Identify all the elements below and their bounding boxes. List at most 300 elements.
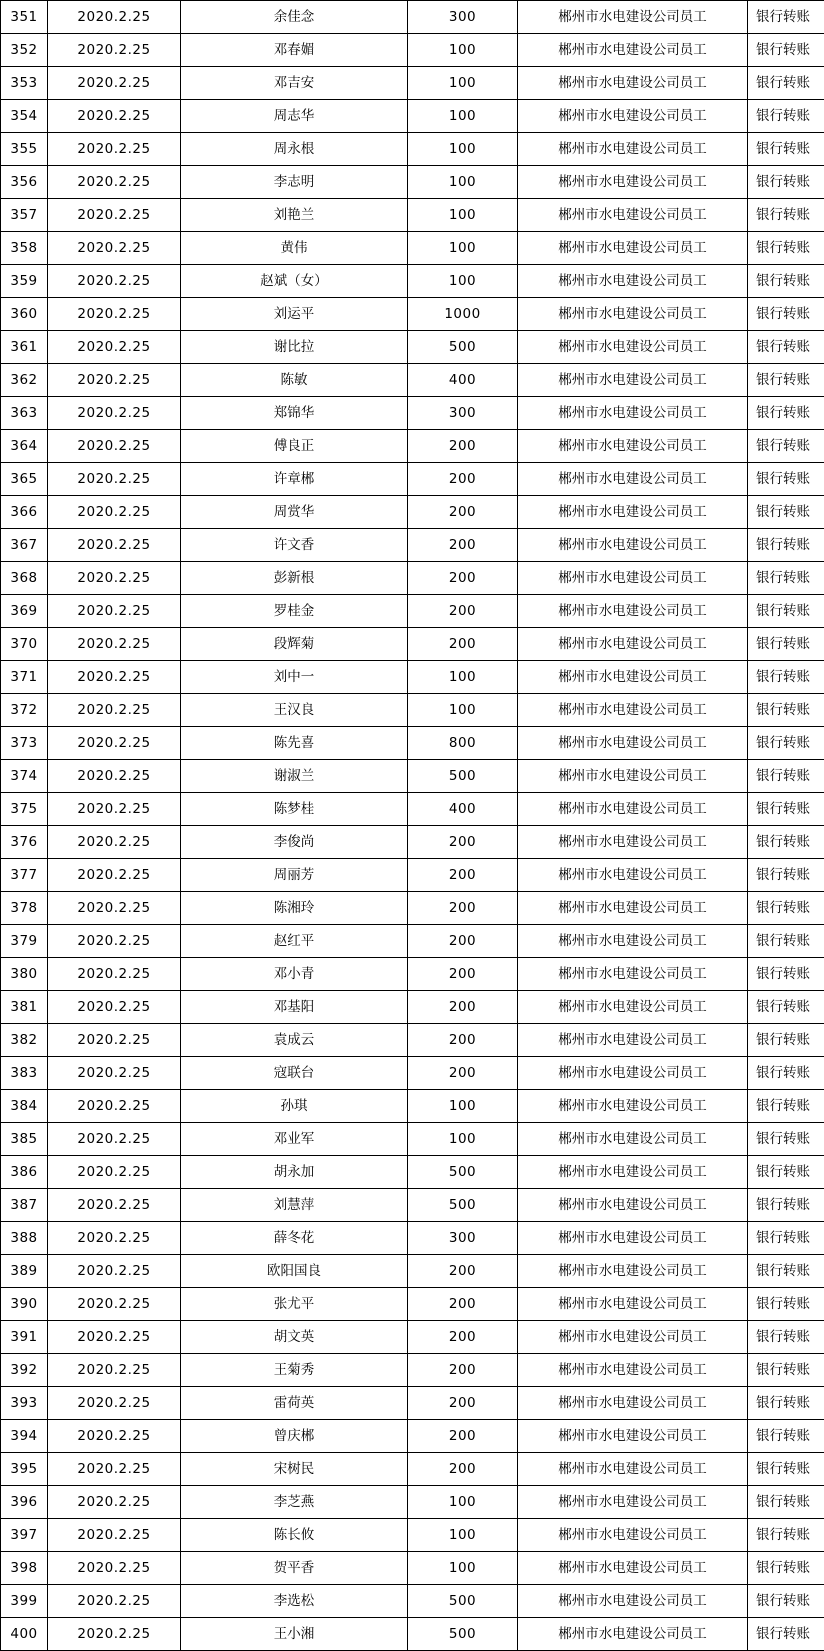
payment-method-cell: 银行转账	[748, 397, 824, 430]
table-row	[1, 1090, 824, 1123]
date-cell: 2020.2.25	[48, 1453, 181, 1486]
donor-name-cell: 李选松	[181, 1585, 408, 1618]
table-body	[1, 1, 824, 1651]
date-cell: 2020.2.25	[48, 430, 181, 463]
amount-cell: 200	[408, 1255, 518, 1288]
unit-cell: 郴州市水电建设公司员工	[518, 1321, 748, 1354]
donor-name-cell: 王菊秀	[181, 1354, 408, 1387]
amount-cell: 200	[408, 529, 518, 562]
table-row	[1, 364, 824, 397]
payment-method-cell: 银行转账	[748, 1354, 824, 1387]
date-cell: 2020.2.25	[48, 1321, 181, 1354]
table-row	[1, 463, 824, 496]
amount-cell: 200	[408, 562, 518, 595]
unit-cell: 郴州市水电建设公司员工	[518, 826, 748, 859]
payment-method-cell: 银行转账	[748, 1123, 824, 1156]
donor-name-cell: 王小湘	[181, 1618, 408, 1651]
row-number-cell: 385	[1, 1123, 48, 1156]
donor-name-cell: 李志明	[181, 166, 408, 199]
unit-cell: 郴州市水电建设公司员工	[518, 760, 748, 793]
row-number-cell: 391	[1, 1321, 48, 1354]
payment-method-cell: 银行转账	[748, 793, 824, 826]
date-cell: 2020.2.25	[48, 661, 181, 694]
table-row	[1, 859, 824, 892]
date-cell: 2020.2.25	[48, 1618, 181, 1651]
date-cell: 2020.2.25	[48, 463, 181, 496]
table-row	[1, 1222, 824, 1255]
amount-cell: 200	[408, 892, 518, 925]
row-number-cell: 380	[1, 958, 48, 991]
row-number-cell: 359	[1, 265, 48, 298]
unit-cell: 郴州市水电建设公司员工	[518, 925, 748, 958]
row-number-cell: 360	[1, 298, 48, 331]
table-row	[1, 628, 824, 661]
donor-name-cell: 胡文英	[181, 1321, 408, 1354]
row-number-cell: 393	[1, 1387, 48, 1420]
donor-name-cell: 寇联台	[181, 1057, 408, 1090]
amount-cell: 200	[408, 991, 518, 1024]
amount-cell: 200	[408, 1057, 518, 1090]
unit-cell: 郴州市水电建设公司员工	[518, 727, 748, 760]
row-number-cell: 354	[1, 100, 48, 133]
donor-name-cell: 邓吉安	[181, 67, 408, 100]
row-number-cell: 394	[1, 1420, 48, 1453]
date-cell: 2020.2.25	[48, 1519, 181, 1552]
unit-cell: 郴州市水电建设公司员工	[518, 1519, 748, 1552]
unit-cell: 郴州市水电建设公司员工	[518, 1420, 748, 1453]
donor-name-cell: 陈先喜	[181, 727, 408, 760]
date-cell: 2020.2.25	[48, 1156, 181, 1189]
date-cell: 2020.2.25	[48, 34, 181, 67]
payment-method-cell: 银行转账	[748, 298, 824, 331]
row-number-cell: 366	[1, 496, 48, 529]
amount-cell: 200	[408, 958, 518, 991]
row-number-cell: 395	[1, 1453, 48, 1486]
amount-cell: 200	[408, 1024, 518, 1057]
table-row	[1, 34, 824, 67]
donor-name-cell: 雷荷英	[181, 1387, 408, 1420]
table-row	[1, 727, 824, 760]
payment-method-cell: 银行转账	[748, 628, 824, 661]
payment-method-cell: 银行转账	[748, 232, 824, 265]
unit-cell: 郴州市水电建设公司员工	[518, 694, 748, 727]
unit-cell: 郴州市水电建设公司员工	[518, 661, 748, 694]
unit-cell: 郴州市水电建设公司员工	[518, 1222, 748, 1255]
date-cell: 2020.2.25	[48, 1585, 181, 1618]
payment-method-cell: 银行转账	[748, 595, 824, 628]
amount-cell: 500	[408, 1585, 518, 1618]
date-cell: 2020.2.25	[48, 1123, 181, 1156]
amount-cell: 100	[408, 199, 518, 232]
amount-cell: 300	[408, 1222, 518, 1255]
payment-method-cell: 银行转账	[748, 430, 824, 463]
unit-cell: 郴州市水电建设公司员工	[518, 529, 748, 562]
date-cell: 2020.2.25	[48, 397, 181, 430]
amount-cell: 200	[408, 1354, 518, 1387]
amount-cell: 200	[408, 1387, 518, 1420]
unit-cell: 郴州市水电建设公司员工	[518, 793, 748, 826]
date-cell: 2020.2.25	[48, 298, 181, 331]
amount-cell: 500	[408, 1618, 518, 1651]
date-cell: 2020.2.25	[48, 694, 181, 727]
donor-name-cell: 傅良正	[181, 430, 408, 463]
payment-method-cell: 银行转账	[748, 331, 824, 364]
donor-name-cell: 谢比拉	[181, 331, 408, 364]
row-number-cell: 381	[1, 991, 48, 1024]
unit-cell: 郴州市水电建设公司员工	[518, 628, 748, 661]
donor-name-cell: 赵斌（女）	[181, 265, 408, 298]
payment-method-cell: 银行转账	[748, 1321, 824, 1354]
donor-name-cell: 许文香	[181, 529, 408, 562]
row-number-cell: 399	[1, 1585, 48, 1618]
payment-method-cell: 银行转账	[748, 364, 824, 397]
table-row	[1, 661, 824, 694]
row-number-cell: 371	[1, 661, 48, 694]
donor-name-cell: 刘运平	[181, 298, 408, 331]
row-number-cell: 384	[1, 1090, 48, 1123]
payment-method-cell: 银行转账	[748, 1057, 824, 1090]
payment-method-cell: 银行转账	[748, 1255, 824, 1288]
amount-cell: 500	[408, 1189, 518, 1222]
donor-name-cell: 谢淑兰	[181, 760, 408, 793]
amount-cell: 200	[408, 1420, 518, 1453]
row-number-cell: 396	[1, 1486, 48, 1519]
payment-method-cell: 银行转账	[748, 199, 824, 232]
unit-cell: 郴州市水电建设公司员工	[518, 1387, 748, 1420]
payment-method-cell: 银行转账	[748, 760, 824, 793]
amount-cell: 100	[408, 67, 518, 100]
donor-name-cell: 周赏华	[181, 496, 408, 529]
table-row	[1, 595, 824, 628]
row-number-cell: 389	[1, 1255, 48, 1288]
amount-cell: 100	[408, 166, 518, 199]
table-row	[1, 562, 824, 595]
donor-name-cell: 罗桂金	[181, 595, 408, 628]
unit-cell: 郴州市水电建设公司员工	[518, 1288, 748, 1321]
amount-cell: 100	[408, 265, 518, 298]
row-number-cell: 353	[1, 67, 48, 100]
donor-name-cell: 郑锦华	[181, 397, 408, 430]
payment-method-cell: 银行转账	[748, 562, 824, 595]
donor-name-cell: 薛冬花	[181, 1222, 408, 1255]
date-cell: 2020.2.25	[48, 1486, 181, 1519]
payment-method-cell: 银行转账	[748, 1090, 824, 1123]
date-cell: 2020.2.25	[48, 826, 181, 859]
amount-cell: 300	[408, 397, 518, 430]
date-cell: 2020.2.25	[48, 166, 181, 199]
row-number-cell: 362	[1, 364, 48, 397]
row-number-cell: 355	[1, 133, 48, 166]
row-number-cell: 367	[1, 529, 48, 562]
unit-cell: 郴州市水电建设公司员工	[518, 595, 748, 628]
payment-method-cell: 银行转账	[748, 1387, 824, 1420]
table-row	[1, 397, 824, 430]
table-row	[1, 958, 824, 991]
date-cell: 2020.2.25	[48, 1057, 181, 1090]
table-row	[1, 760, 824, 793]
date-cell: 2020.2.25	[48, 265, 181, 298]
table-row	[1, 1189, 824, 1222]
unit-cell: 郴州市水电建设公司员工	[518, 892, 748, 925]
donor-name-cell: 刘中一	[181, 661, 408, 694]
donor-name-cell: 许章郴	[181, 463, 408, 496]
amount-cell: 100	[408, 661, 518, 694]
table-row	[1, 1123, 824, 1156]
donor-name-cell: 袁成云	[181, 1024, 408, 1057]
payment-method-cell: 银行转账	[748, 1, 824, 34]
unit-cell: 郴州市水电建设公司员工	[518, 100, 748, 133]
unit-cell: 郴州市水电建设公司员工	[518, 1024, 748, 1057]
table-row	[1, 430, 824, 463]
row-number-cell: 357	[1, 199, 48, 232]
payment-method-cell: 银行转账	[748, 463, 824, 496]
date-cell: 2020.2.25	[48, 1, 181, 34]
table-row	[1, 232, 824, 265]
table-row	[1, 1354, 824, 1387]
payment-method-cell: 银行转账	[748, 1222, 824, 1255]
payment-method-cell: 银行转账	[748, 826, 824, 859]
donor-name-cell: 陈梦桂	[181, 793, 408, 826]
payment-method-cell: 银行转账	[748, 991, 824, 1024]
donor-name-cell: 陈长攸	[181, 1519, 408, 1552]
amount-cell: 100	[408, 133, 518, 166]
row-number-cell: 369	[1, 595, 48, 628]
date-cell: 2020.2.25	[48, 1024, 181, 1057]
table-row	[1, 694, 824, 727]
unit-cell: 郴州市水电建设公司员工	[518, 34, 748, 67]
date-cell: 2020.2.25	[48, 925, 181, 958]
row-number-cell: 375	[1, 793, 48, 826]
donor-name-cell: 周永根	[181, 133, 408, 166]
amount-cell: 200	[408, 430, 518, 463]
payment-method-cell: 银行转账	[748, 529, 824, 562]
amount-cell: 100	[408, 34, 518, 67]
unit-cell: 郴州市水电建设公司员工	[518, 1, 748, 34]
unit-cell: 郴州市水电建设公司员工	[518, 1156, 748, 1189]
donor-name-cell: 曾庆郴	[181, 1420, 408, 1453]
unit-cell: 郴州市水电建设公司员工	[518, 430, 748, 463]
table-row	[1, 265, 824, 298]
payment-method-cell: 银行转账	[748, 727, 824, 760]
date-cell: 2020.2.25	[48, 793, 181, 826]
payment-method-cell: 银行转账	[748, 133, 824, 166]
donor-name-cell: 邓基阳	[181, 991, 408, 1024]
table-row	[1, 1288, 824, 1321]
date-cell: 2020.2.25	[48, 1090, 181, 1123]
amount-cell: 100	[408, 1090, 518, 1123]
row-number-cell: 370	[1, 628, 48, 661]
unit-cell: 郴州市水电建设公司员工	[518, 496, 748, 529]
amount-cell: 200	[408, 496, 518, 529]
row-number-cell: 400	[1, 1618, 48, 1651]
unit-cell: 郴州市水电建设公司员工	[518, 1123, 748, 1156]
donor-name-cell: 孙琪	[181, 1090, 408, 1123]
unit-cell: 郴州市水电建设公司员工	[518, 133, 748, 166]
table-row	[1, 1552, 824, 1585]
payment-method-cell: 银行转账	[748, 496, 824, 529]
donor-name-cell: 黄伟	[181, 232, 408, 265]
payment-method-cell: 银行转账	[748, 1024, 824, 1057]
payment-method-cell: 银行转账	[748, 925, 824, 958]
unit-cell: 郴州市水电建设公司员工	[518, 1189, 748, 1222]
amount-cell: 200	[408, 628, 518, 661]
row-number-cell: 374	[1, 760, 48, 793]
date-cell: 2020.2.25	[48, 232, 181, 265]
date-cell: 2020.2.25	[48, 958, 181, 991]
row-number-cell: 368	[1, 562, 48, 595]
amount-cell: 800	[408, 727, 518, 760]
row-number-cell: 365	[1, 463, 48, 496]
row-number-cell: 352	[1, 34, 48, 67]
payment-method-cell: 银行转账	[748, 67, 824, 100]
payment-method-cell: 银行转账	[748, 1288, 824, 1321]
amount-cell: 400	[408, 364, 518, 397]
donor-name-cell: 李俊尚	[181, 826, 408, 859]
date-cell: 2020.2.25	[48, 859, 181, 892]
donor-name-cell: 刘艳兰	[181, 199, 408, 232]
unit-cell: 郴州市水电建设公司员工	[518, 232, 748, 265]
amount-cell: 200	[408, 925, 518, 958]
payment-method-cell: 银行转账	[748, 265, 824, 298]
date-cell: 2020.2.25	[48, 892, 181, 925]
row-number-cell: 376	[1, 826, 48, 859]
amount-cell: 100	[408, 1486, 518, 1519]
date-cell: 2020.2.25	[48, 628, 181, 661]
table-row	[1, 892, 824, 925]
amount-cell: 200	[408, 1321, 518, 1354]
amount-cell: 300	[408, 1, 518, 34]
unit-cell: 郴州市水电建设公司员工	[518, 265, 748, 298]
row-number-cell: 379	[1, 925, 48, 958]
table-row	[1, 331, 824, 364]
donor-name-cell: 彭新根	[181, 562, 408, 595]
date-cell: 2020.2.25	[48, 199, 181, 232]
unit-cell: 郴州市水电建设公司员工	[518, 1486, 748, 1519]
date-cell: 2020.2.25	[48, 1255, 181, 1288]
date-cell: 2020.2.25	[48, 991, 181, 1024]
donor-name-cell: 周志华	[181, 100, 408, 133]
row-number-cell: 392	[1, 1354, 48, 1387]
unit-cell: 郴州市水电建设公司员工	[518, 1057, 748, 1090]
donor-name-cell: 胡永加	[181, 1156, 408, 1189]
payment-method-cell: 银行转账	[748, 859, 824, 892]
row-number-cell: 356	[1, 166, 48, 199]
row-number-cell: 363	[1, 397, 48, 430]
table-row	[1, 1618, 824, 1651]
payment-method-cell: 银行转账	[748, 1453, 824, 1486]
date-cell: 2020.2.25	[48, 1387, 181, 1420]
row-number-cell: 361	[1, 331, 48, 364]
donor-name-cell: 宋树民	[181, 1453, 408, 1486]
row-number-cell: 388	[1, 1222, 48, 1255]
date-cell: 2020.2.25	[48, 496, 181, 529]
payment-method-cell: 银行转账	[748, 1420, 824, 1453]
date-cell: 2020.2.25	[48, 1222, 181, 1255]
table-row	[1, 1, 824, 34]
payment-method-cell: 银行转账	[748, 1189, 824, 1222]
table-row	[1, 826, 824, 859]
table-row	[1, 991, 824, 1024]
payment-method-cell: 银行转账	[748, 694, 824, 727]
date-cell: 2020.2.25	[48, 1354, 181, 1387]
amount-cell: 1000	[408, 298, 518, 331]
payment-method-cell: 银行转账	[748, 1519, 824, 1552]
unit-cell: 郴州市水电建设公司员工	[518, 1618, 748, 1651]
amount-cell: 200	[408, 595, 518, 628]
row-number-cell: 378	[1, 892, 48, 925]
date-cell: 2020.2.25	[48, 1189, 181, 1222]
payment-method-cell: 银行转账	[748, 1552, 824, 1585]
amount-cell: 500	[408, 331, 518, 364]
table-row	[1, 1585, 824, 1618]
unit-cell: 郴州市水电建设公司员工	[518, 562, 748, 595]
amount-cell: 500	[408, 1156, 518, 1189]
table-row	[1, 100, 824, 133]
date-cell: 2020.2.25	[48, 1420, 181, 1453]
amount-cell: 200	[408, 463, 518, 496]
donor-name-cell: 陈敏	[181, 364, 408, 397]
donor-name-cell: 段辉菊	[181, 628, 408, 661]
table-row	[1, 1024, 824, 1057]
row-number-cell: 351	[1, 1, 48, 34]
row-number-cell: 383	[1, 1057, 48, 1090]
amount-cell: 400	[408, 793, 518, 826]
date-cell: 2020.2.25	[48, 595, 181, 628]
unit-cell: 郴州市水电建设公司员工	[518, 397, 748, 430]
donor-name-cell: 周丽芳	[181, 859, 408, 892]
table-row	[1, 1255, 824, 1288]
donor-name-cell: 邓春媚	[181, 34, 408, 67]
row-number-cell: 398	[1, 1552, 48, 1585]
amount-cell: 200	[408, 859, 518, 892]
table-row	[1, 133, 824, 166]
unit-cell: 郴州市水电建设公司员工	[518, 1354, 748, 1387]
row-number-cell: 387	[1, 1189, 48, 1222]
amount-cell: 500	[408, 760, 518, 793]
row-number-cell: 390	[1, 1288, 48, 1321]
unit-cell: 郴州市水电建设公司员工	[518, 166, 748, 199]
unit-cell: 郴州市水电建设公司员工	[518, 1453, 748, 1486]
amount-cell: 100	[408, 694, 518, 727]
row-number-cell: 386	[1, 1156, 48, 1189]
donor-name-cell: 赵红平	[181, 925, 408, 958]
donor-name-cell: 王汉良	[181, 694, 408, 727]
row-number-cell: 373	[1, 727, 48, 760]
donor-name-cell: 邓小青	[181, 958, 408, 991]
amount-cell: 100	[408, 100, 518, 133]
table-row	[1, 1156, 824, 1189]
row-number-cell: 372	[1, 694, 48, 727]
amount-cell: 100	[408, 232, 518, 265]
table-row	[1, 199, 824, 232]
table-row	[1, 1321, 824, 1354]
table-row	[1, 496, 824, 529]
donor-name-cell: 刘慧萍	[181, 1189, 408, 1222]
date-cell: 2020.2.25	[48, 727, 181, 760]
donor-name-cell: 陈湘玲	[181, 892, 408, 925]
payment-method-cell: 银行转账	[748, 1618, 824, 1651]
donor-name-cell: 张尤平	[181, 1288, 408, 1321]
unit-cell: 郴州市水电建设公司员工	[518, 199, 748, 232]
payment-method-cell: 银行转账	[748, 661, 824, 694]
date-cell: 2020.2.25	[48, 760, 181, 793]
unit-cell: 郴州市水电建设公司员工	[518, 364, 748, 397]
unit-cell: 郴州市水电建设公司员工	[518, 1255, 748, 1288]
unit-cell: 郴州市水电建设公司员工	[518, 958, 748, 991]
table-row	[1, 166, 824, 199]
table-row	[1, 793, 824, 826]
table-row	[1, 1387, 824, 1420]
